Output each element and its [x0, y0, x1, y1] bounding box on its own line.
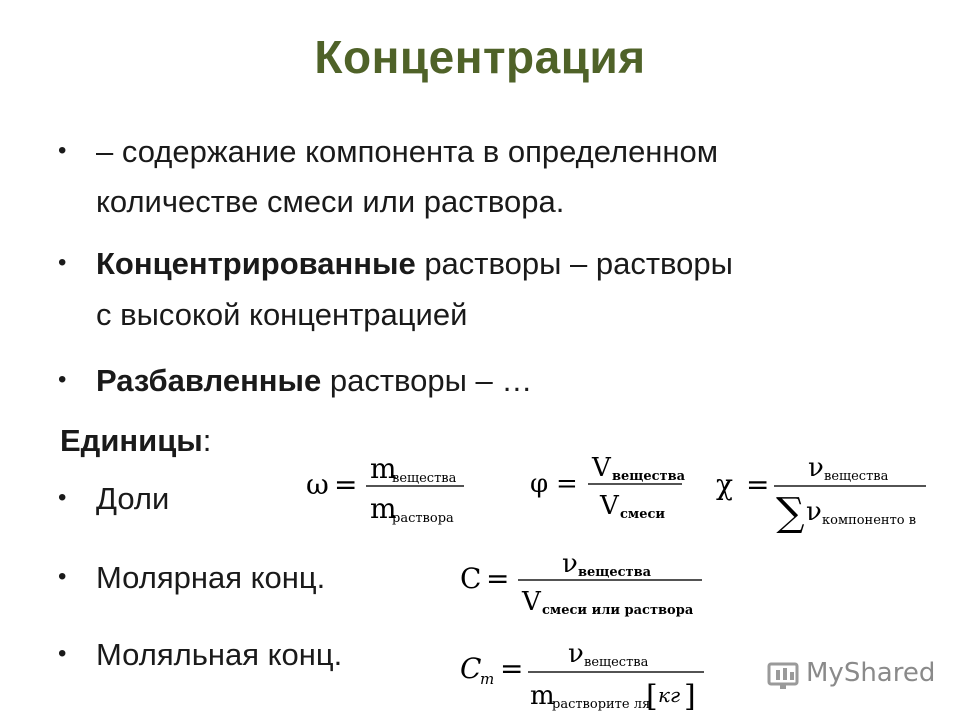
bullet-2-rest: растворы – растворы	[415, 246, 733, 281]
myshared-logo-icon	[766, 658, 802, 694]
bullet-dot: •	[58, 563, 67, 590]
bullet-1-line-2: количестве смеси или раствора.	[96, 184, 565, 219]
formula-denominator: ν	[806, 497, 822, 527]
bullet-3-line	[96, 362, 532, 400]
units-heading	[60, 422, 211, 460]
units-heading-colon: :	[202, 423, 212, 458]
formula-denominator: m	[370, 492, 397, 525]
bullet-dot: •	[58, 484, 67, 511]
unit-item-molal: Моляльная конц.	[96, 637, 343, 672]
formula-numerator-sub: вещества	[392, 471, 457, 486]
formula-denominator: m	[530, 681, 555, 711]
formula-denominator-sub: растворите ля	[552, 697, 651, 712]
formula-denominator-sub: компоненто в	[822, 513, 917, 528]
bullet-2-line-1	[96, 245, 733, 283]
formula-denominator-sub: смеси	[620, 507, 666, 522]
equals-sign: =	[746, 468, 770, 501]
formula-denominator: V	[600, 491, 619, 521]
watermark-text: MyShared	[806, 658, 936, 688]
formula-lhs: φ	[530, 469, 549, 499]
units-heading-bold: Единицы	[60, 423, 203, 458]
formula-numerator-sub: вещества	[584, 655, 649, 670]
bullet-2-line-2: с высокой концентрацией	[96, 297, 468, 332]
formula-numerator-sub: вещества	[824, 469, 889, 484]
bracket-open: [	[646, 679, 658, 714]
sum-symbol: ∑	[776, 490, 805, 533]
formula-numerator: ν	[808, 453, 824, 483]
formula-lhs: χ	[716, 468, 733, 501]
equals-sign: =	[500, 652, 524, 685]
equals-sign: =	[556, 469, 578, 499]
bracket-close: ]	[684, 679, 696, 714]
equals-sign: =	[334, 468, 358, 501]
formula-lhs: ω	[306, 468, 329, 501]
formula-numerator: ν	[562, 549, 578, 579]
formula-lhs-sub: m	[480, 670, 495, 688]
formula-numerator-sub: вещества	[578, 565, 652, 580]
formula-denominator-sub: раствора	[392, 511, 454, 526]
formula-volume-fraction	[526, 448, 696, 528]
formula-lhs: C	[460, 652, 482, 685]
formula-molar-concentration	[456, 548, 716, 626]
formula-numerator: V	[592, 453, 611, 483]
slide-title: Концентрация	[314, 31, 646, 83]
formula-numerator: ν	[568, 639, 584, 669]
bullet-3-rest: растворы – …	[321, 363, 533, 398]
term-concentrated: Концентрированные	[96, 246, 416, 281]
unit-item-molar: Молярная конц.	[96, 560, 326, 595]
formula-denominator-sub: смеси или раствора	[542, 603, 694, 618]
bullet-dot: •	[58, 137, 67, 164]
equals-sign: =	[486, 562, 510, 595]
formula-mole-fraction	[712, 448, 932, 533]
formula-numerator: m	[370, 452, 397, 485]
formula-lhs: C	[460, 562, 482, 595]
bullet-dot: •	[58, 366, 67, 393]
formula-denominator: V	[522, 587, 541, 617]
bullet-dot: •	[58, 249, 67, 276]
watermark	[766, 654, 936, 694]
unit-item-fractions: Доли	[96, 481, 170, 516]
formula-numerator-sub: вещества	[612, 469, 686, 484]
formula-unit: кг	[658, 683, 681, 707]
term-diluted: Разбавленные	[96, 363, 322, 398]
bullet-dot: •	[58, 640, 67, 667]
formula-mass-fraction	[300, 448, 470, 528]
formula-molal-concentration	[456, 638, 716, 718]
bullet-1-line-1: – содержание компонента в определенном	[96, 134, 719, 169]
